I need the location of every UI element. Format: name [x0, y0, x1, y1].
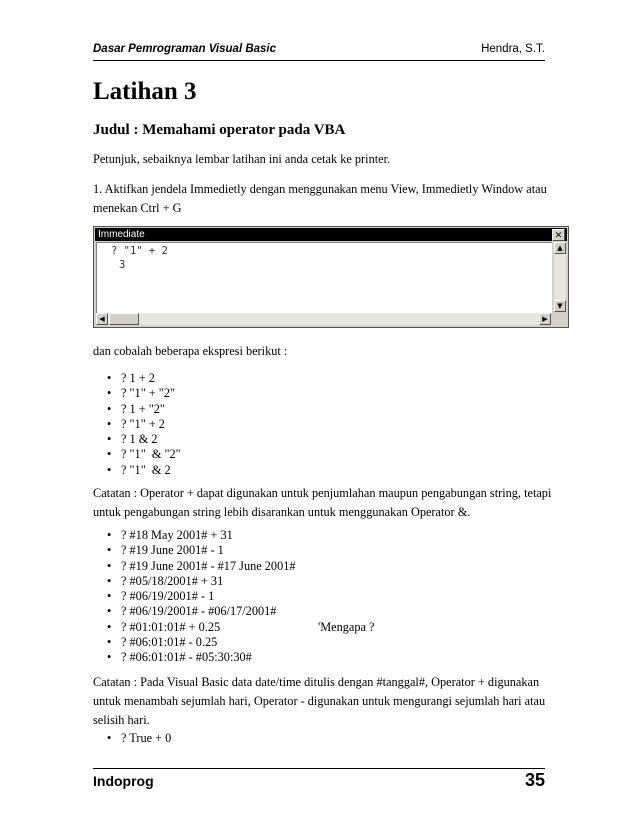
scroll-right-icon: ▶: [539, 313, 551, 325]
note-1-text: Catatan : Operator + dapat digunakan untuk penjumlahan maupun pengabungan string, tetapi untuk pengabungan string lebih disarankan untuk menggunakan Operator &.: [93, 486, 552, 519]
list-item-expr: ? #18 May 2001# + 31: [121, 528, 233, 542]
close-icon: ✕: [552, 229, 565, 241]
list-item-expr: ? #01:01:01# + 0.25: [121, 619, 221, 634]
immediate-line: 3: [119, 259, 126, 271]
list-item-expr: ? #06/19/2001# - #06/17/2001#: [121, 604, 277, 619]
instruction-text: Petunjuk, sebaiknya lembar latihan ini anda cetak ke printer.: [93, 152, 391, 166]
list-item: [93, 635, 296, 650]
list-item: • ? "1" + "2": [93, 386, 181, 401]
list-item-expr: ? #06:01:01# - #05:30:30#: [121, 650, 252, 665]
list-item-expr: ? #19 June 2001# - 1: [121, 543, 224, 558]
expression-list-1: [93, 371, 181, 478]
scroll-left-icon: ◀: [96, 313, 108, 325]
list-item: [93, 574, 296, 589]
list-item: [93, 543, 296, 558]
list-item: [93, 650, 296, 665]
page-number: 35: [524, 770, 545, 790]
list-item-expr: ? #19 June 2001# - #17 June 2001#: [121, 558, 296, 573]
page-header: [93, 40, 545, 61]
list-item: [93, 559, 296, 574]
list-item: • ? 1 + "2": [93, 402, 181, 417]
page-title: Latihan 3: [93, 78, 197, 105]
vertical-scrollbar: [554, 242, 566, 312]
header-book-title: Dasar Pemrograman Visual Basic: [93, 43, 277, 55]
list-item: • ? True + 0: [93, 731, 171, 746]
immediate-window-titlebar: [95, 228, 567, 241]
intro-text: dan cobalah beberapa ekspresi berikut :: [93, 344, 288, 358]
list-item-expr: ? #05/18/2001# + 31: [121, 573, 224, 588]
note-2-text: Catatan : Pada Visual Basic data date/time ditulis dengan #tanggal#, Operator + digunakan untuk menambah sejumlah hari, Operator - digunakan untuk mengurangi sejumlah hari atau selisih hari.: [93, 675, 546, 727]
scroll-up-icon: ▲: [554, 242, 566, 254]
list-item: • ? 1 + 2: [93, 371, 181, 386]
list-item-comment: 'Mengapa ?: [318, 619, 375, 634]
list-item-expr: ? #06/19/2001# - 1: [121, 589, 215, 604]
list-item: • ? "1" + 2: [93, 417, 181, 432]
exercise-subtitle: Judul : Memahami operator pada VBA: [93, 122, 346, 138]
expression-list-2: [93, 528, 375, 666]
list-item-expr: ? #06:01:01# - 0.25: [121, 635, 218, 650]
page-footer: [93, 768, 545, 790]
horizontal-scrollbar: [96, 313, 551, 325]
list-item: [93, 604, 296, 619]
immediate-window-screenshot: [93, 226, 569, 328]
list-item: • ? "1" & "2": [93, 447, 181, 462]
immediate-line: ? "1" + 2: [111, 245, 168, 257]
immediate-window-content: [96, 242, 552, 313]
scroll-down-icon: ▼: [554, 300, 566, 312]
footer-publisher: Indoprog: [93, 773, 154, 789]
immediate-window-title: Immediate: [98, 229, 145, 240]
list-item: [93, 619, 375, 635]
expression-list-3: [93, 731, 171, 746]
step-1-text: 1. Aktifkan jendela Immedietly dengan menggunakan menu View, Immedietly Window atau menekan Ctrl + G: [93, 182, 547, 215]
list-item: • ? 1 & 2: [93, 432, 181, 447]
list-item: • ? "1" & 2: [93, 463, 181, 478]
scroll-thumb: [109, 313, 139, 325]
list-item: [93, 589, 296, 604]
header-author: Hendra, S.T.: [481, 43, 545, 55]
list-item: [93, 528, 296, 543]
